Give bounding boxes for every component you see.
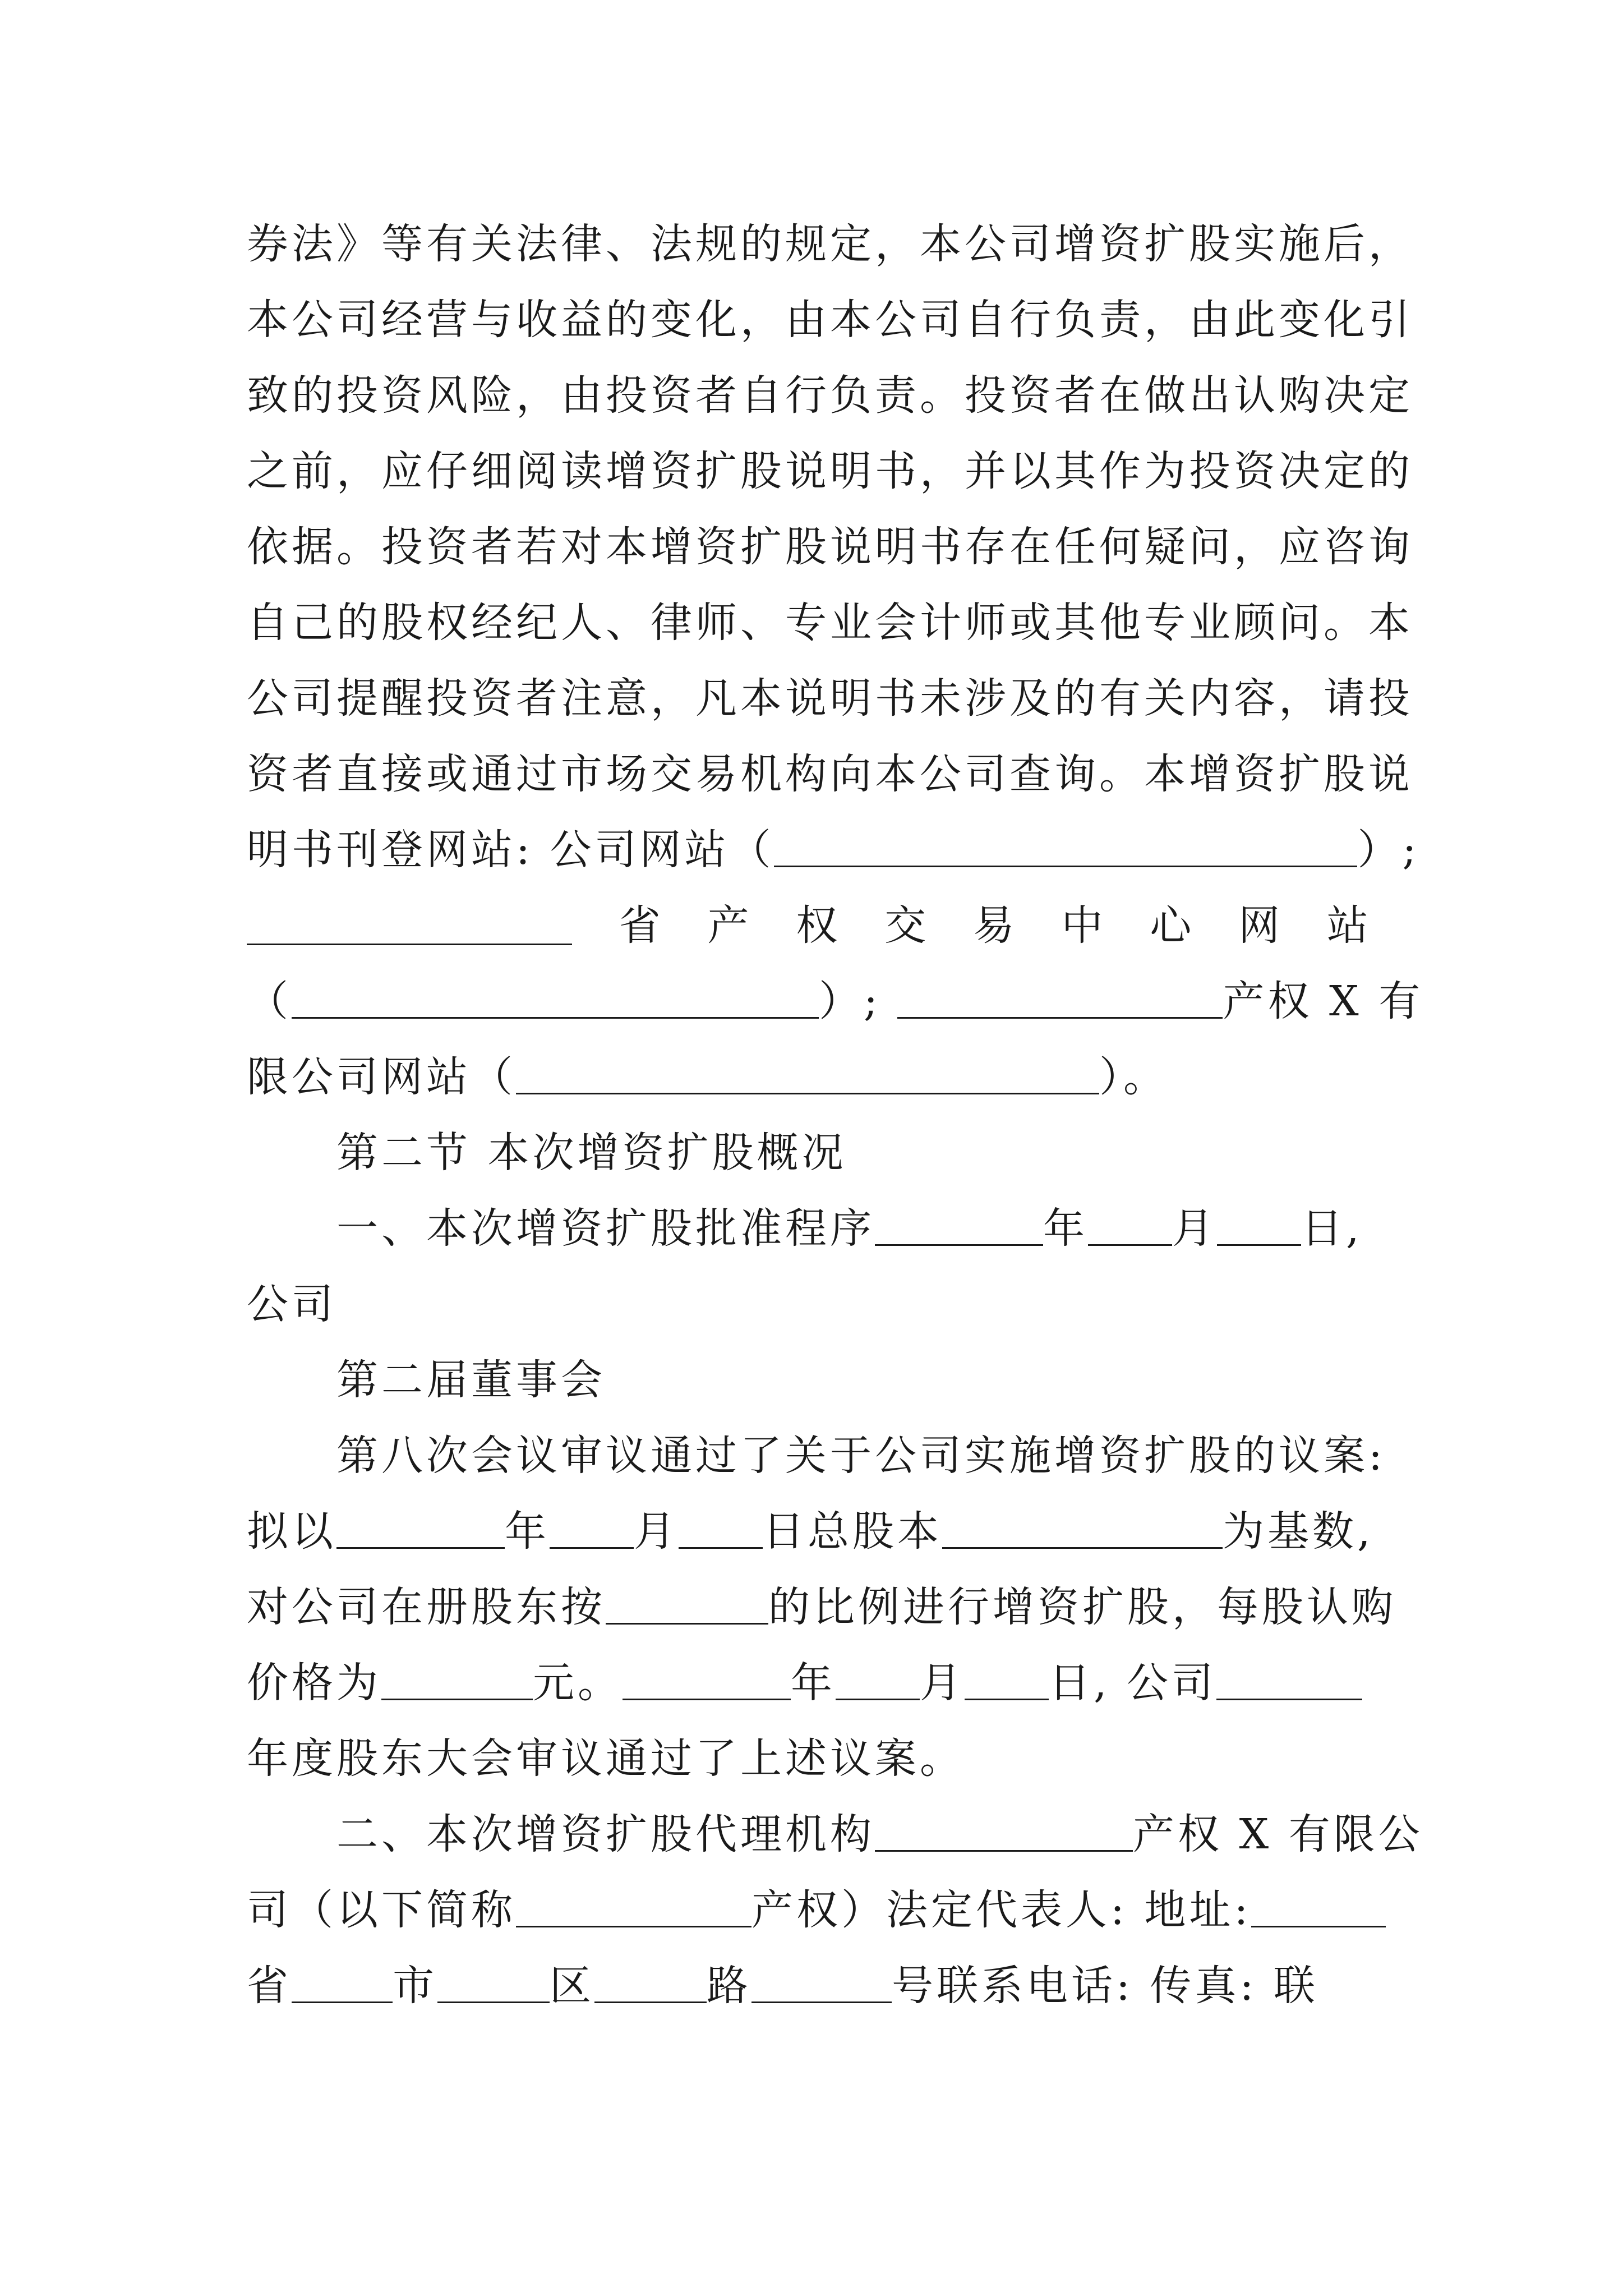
address-suffix: 号联系电话: 传真: 联 — [892, 1962, 1318, 2010]
limited-suffix: ）。 — [1099, 1053, 1168, 1101]
number-blank[interactable] — [751, 1964, 892, 2003]
paragraph-line: 公司提醒投资者注意，凡本说明书未涉及的有关内容，请投 — [247, 674, 1413, 723]
year-label: 年 — [791, 1659, 836, 1707]
month-blank[interactable] — [550, 1510, 634, 1549]
paragraph-line: 券法》等有关法律、法规的规定，本公司增资扩股实施后， — [247, 220, 1413, 268]
paren-blank[interactable] — [292, 980, 819, 1019]
limited-blank[interactable] — [516, 1056, 1099, 1094]
paragraph-line: 依据。投资者若对本增资扩股说明书存在任何疑问，应咨询 — [247, 523, 1413, 571]
ratio-blank[interactable] — [606, 1586, 768, 1625]
province-char: 站 — [1326, 901, 1368, 950]
ratio-line — [247, 1568, 1396, 1646]
province-char: 权 — [796, 901, 838, 950]
paren-close: ）; — [819, 977, 881, 1025]
province-char: 网 — [1238, 901, 1280, 950]
province-char: 中 — [1061, 901, 1103, 950]
board-line: 第二届董事会 — [336, 1356, 606, 1404]
district-label: 区 — [550, 1962, 594, 2010]
paragraph-line: 本公司经营与收益的变化，由本公司自行负责，由此变化引 — [247, 296, 1413, 344]
paragraph-line: 自己的股权经纪人、律师、专业会计师或其他专业顾问。本 — [247, 599, 1413, 647]
limited-line — [247, 1038, 1368, 1116]
province-line — [247, 886, 1368, 965]
agent-blank[interactable] — [875, 1813, 1133, 1852]
base-prefix: 拟以 — [247, 1507, 336, 1556]
base-suffix: 为基数, — [1223, 1507, 1374, 1556]
limited-prefix: 限公司网站（ — [247, 1053, 516, 1101]
yuan-label: 元。 — [533, 1659, 623, 1707]
price-prefix: 价格为 — [247, 1659, 381, 1707]
year-blank[interactable] — [875, 1207, 1043, 1246]
province-char: 省 — [619, 901, 661, 950]
agent-suffix: 产权 X 有限公 — [1133, 1810, 1423, 1858]
base-line — [247, 1492, 1374, 1571]
address-blank[interactable] — [1251, 1889, 1386, 1927]
city-blank[interactable] — [292, 1964, 393, 2003]
month-label: 月 — [920, 1659, 965, 1707]
paren-line — [247, 962, 1424, 1041]
paragraph-line: 之前，应仔细阅读增资扩股说明书，并以其作为投资决定的 — [247, 447, 1413, 495]
meeting-line: 第八次会议审议通过了关于公司实施增资扩股的议案: — [336, 1432, 1386, 1480]
agent-line — [336, 1795, 1423, 1874]
paragraph-line: 资者直接或通过市场交易机构向本公司查询。本增资扩股说 — [247, 750, 1413, 798]
company-name-blank[interactable] — [897, 980, 1223, 1019]
company-line: 公司 — [247, 1280, 336, 1328]
province-char: 交 — [884, 901, 926, 950]
province-char: 产 — [707, 901, 749, 950]
province-blank[interactable] — [247, 907, 572, 945]
day-label: 日, 公司 — [1049, 1659, 1217, 1707]
day-blank[interactable] — [679, 1510, 763, 1549]
day-blank[interactable] — [1217, 1207, 1301, 1246]
paren-open: （ — [247, 977, 292, 1025]
day-blank[interactable] — [965, 1662, 1049, 1700]
annual-line: 年度股东大会审议通过了上述议案。 — [247, 1734, 965, 1783]
province-char: 心 — [1150, 901, 1192, 950]
month-blank[interactable] — [1088, 1207, 1172, 1246]
year-label: 年 — [1043, 1204, 1088, 1253]
approval-line — [336, 1189, 1368, 1268]
road-label: 路 — [707, 1962, 751, 2010]
abbr-prefix: 司（以下简称 — [247, 1886, 516, 1934]
price-blank[interactable] — [381, 1662, 533, 1700]
abbr-line — [247, 1871, 1368, 1949]
month-blank[interactable] — [836, 1662, 920, 1700]
year-blank[interactable] — [623, 1662, 791, 1700]
website-line — [247, 811, 1420, 889]
province-char: 易 — [972, 901, 1015, 950]
website-suffix: ）; — [1357, 826, 1420, 874]
paren-tail: 产权 X 有 — [1223, 977, 1424, 1025]
ratio-prefix: 对公司在册股东按 — [247, 1583, 606, 1631]
price-line — [247, 1644, 1368, 1722]
year-blank[interactable] — [336, 1510, 505, 1549]
day-label: 日总股本 — [763, 1507, 942, 1556]
ratio-suffix: 的比例进行增资扩股，每股认购 — [768, 1583, 1396, 1631]
month-label: 月 — [634, 1507, 679, 1556]
website-blank[interactable] — [774, 829, 1357, 867]
month-label: 月 — [1172, 1204, 1217, 1253]
city-label: 市 — [393, 1962, 437, 2010]
abbr-suffix: 产权）法定代表人: 地址: — [751, 1886, 1252, 1934]
year-label: 年 — [505, 1507, 550, 1556]
address-line — [247, 1947, 1368, 2025]
day-label: 日, — [1301, 1204, 1363, 1253]
fiscal-year-blank[interactable] — [1216, 1662, 1362, 1700]
approval-text: 一、本次增资扩股批准程序 — [336, 1204, 875, 1253]
agent-prefix: 二、本次增资扩股代理机构 — [336, 1810, 875, 1858]
website-prefix: 明书刊登网站: 公司网站（ — [247, 826, 774, 874]
province-label: 省 — [247, 1962, 292, 2010]
share-capital-blank[interactable] — [942, 1510, 1223, 1549]
district-blank[interactable] — [437, 1964, 550, 2003]
section-title: 第二节 本次增资扩股概况 — [336, 1129, 847, 1177]
road-blank[interactable] — [594, 1964, 707, 2003]
abbr-blank[interactable] — [516, 1889, 751, 1927]
paragraph-line: 致的投资风险，由投资者自行负责。投资者在做出认购决定 — [247, 371, 1413, 420]
